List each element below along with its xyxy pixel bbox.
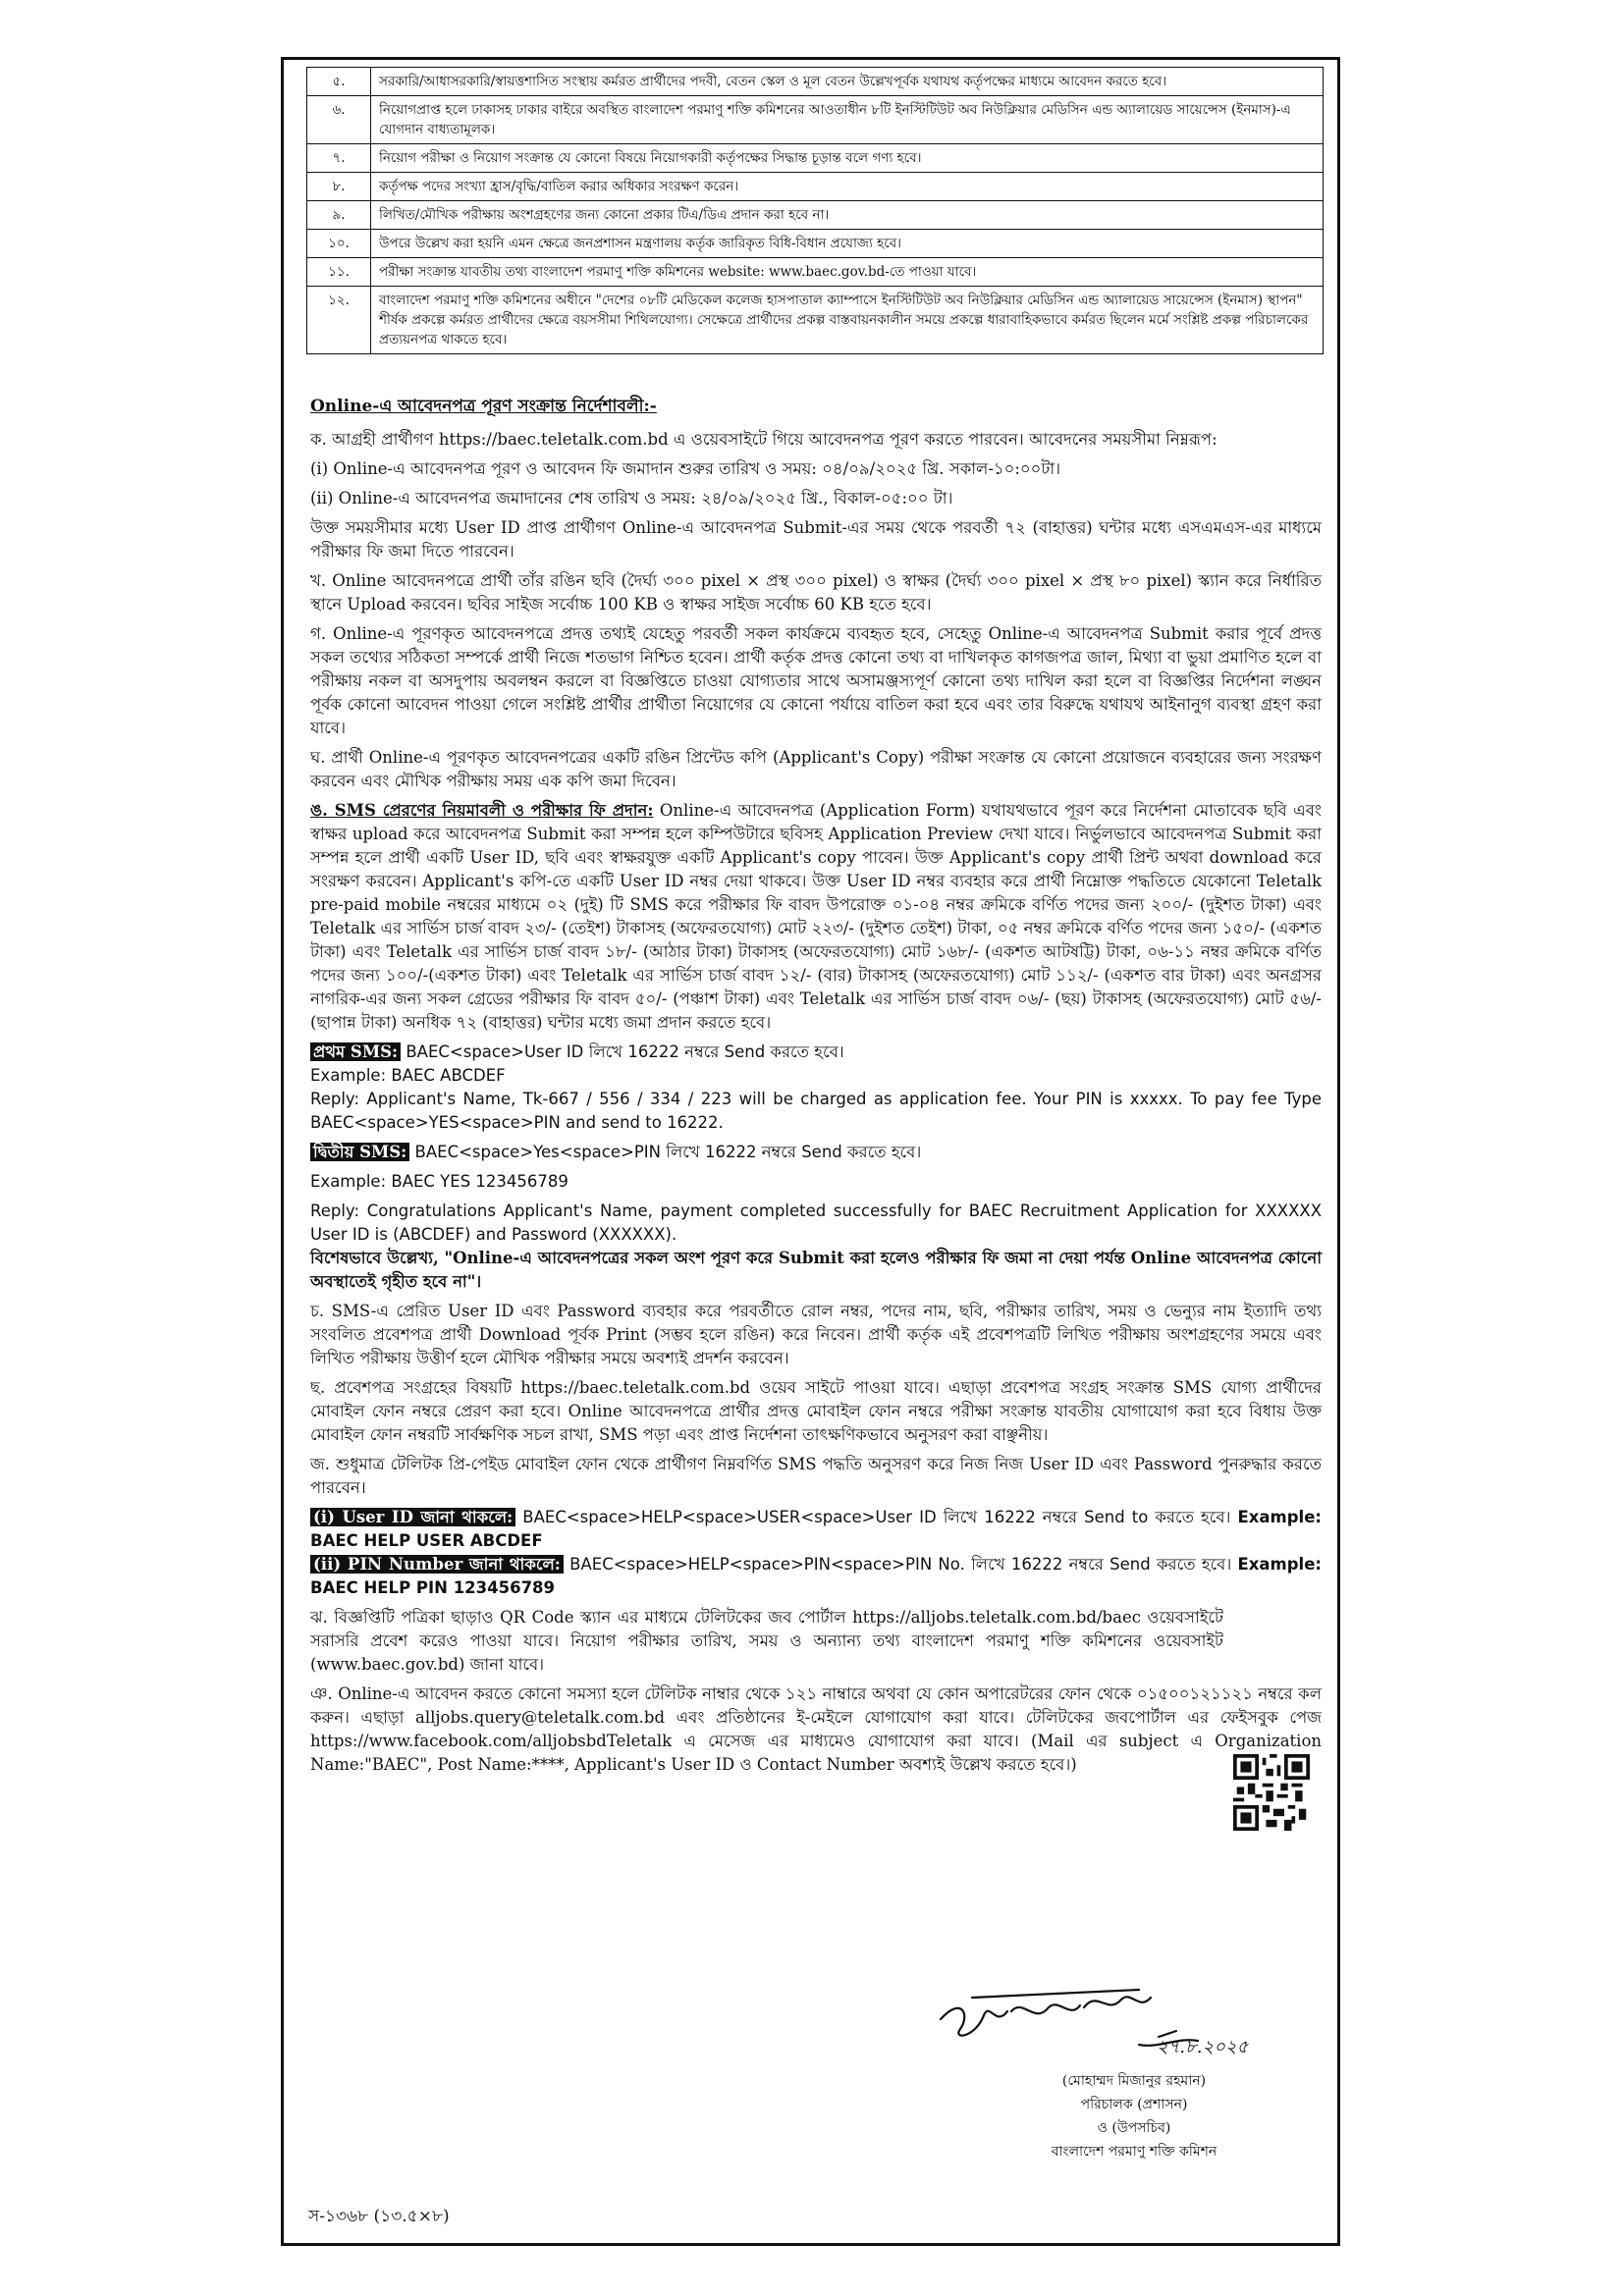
rule-number: ৫. <box>307 68 371 96</box>
signature-block <box>933 1968 1306 2223</box>
userid-label: (i) User ID জানা থাকলে: <box>310 1508 515 1526</box>
qr-code-icon[interactable] <box>1233 1754 1310 1831</box>
table-row <box>307 173 1324 201</box>
instruction-ka-start-date: (i) Online-এ আবেদনপত্র পূরণ ও আবেদন ফি জমাদান শুরুর তারিখ ও সময়: ০৪/০৯/২০২৫ খ্রি. সকাল-১০:০০টা। <box>310 459 1061 478</box>
signatory-organization: বাংলাদেশ পরমাণু শক্তি কমিশন <box>1051 2144 1217 2160</box>
signatory-designation: পরিচালক (প্রশাসন) <box>1080 2097 1188 2112</box>
pin-recovery <box>310 1553 1322 1600</box>
signatory-designation-secondary: ও (উপসচিব) <box>1097 2120 1171 2136</box>
rule-text: বাংলাদেশ পরমাণু শক্তি কমিশনের অধীনে "দেশের ০৮টি মেডিকেল কলেজ হাসপাতাল ক্যাম্পাসে ইনস্টিটিউট অব নিউক্লিয়ার মেডিসিন এন্ড অ্যালায়েড সায়েন্সেস (ইনমাস) স্থাপন" শীর্ষক প্রকল্পে কর্মরত প্রার্থীদের ক্ষেত্রে বয়সসীমা শিথিলযোগ্য। সেক্ষেত্রে প্রার্থীদের প্রকল্প বাস্তবায়নকালীন সময়ে প্রকল্পে ধারাবাহিকভাবে কর্মরত ছিলেন মর্মে সংশ্লিষ্ট প্রকল্প পরিচালকের প্রত্যয়নপত্র থাকতে হবে। <box>371 287 1324 354</box>
rule-number: ৭. <box>307 144 371 173</box>
table-row <box>307 68 1324 96</box>
first-sms-example: Example: BAEC ABCDEF <box>310 1066 506 1085</box>
instruction-ja: জ. শুধুমাত্র টেলিটক প্রি-পেইড মোবাইল ফোন থেকে প্রার্থীগণ নিম্নবর্ণিত SMS পদ্ধতি অনুসরণ করে নিজ নিজ User ID এবং Password পুনরুদ্ধার করতে পারবেন। <box>310 1455 1322 1497</box>
signatory-name: (মোহাম্মদ মিজানুর রহমান) <box>1061 2073 1207 2089</box>
document-code: স-১৩৬৮ (১৩.৫×৮) <box>308 2207 450 2226</box>
instruction-cha: চ. SMS-এ প্রেরিত User ID এবং Password ব্যবহার করে পরবর্তীতে রোল নম্বর, পদের নাম, ছবি, পরীক্ষার তারিখ, সময় ও ভেন্যুর নাম ইত্যাদি তথ্য সংবলিত প্রবেশপত্র প্রার্থী Download পূর্বক Print (সম্ভব হলে রঙিন) করে নিবেন। প্রার্থী কর্তৃক এই প্রবেশপত্রটি লিখিত পরীক্ষায় অংশগ্রহণের সময়ে এবং লিখিত পরীক্ষায় উত্তীর্ণ হলে মৌখিক পরীক্ষার সময়ে অবশ্যই প্রদর্শন করবেন। <box>310 1302 1322 1367</box>
instruction-ka-note: উক্ত সময়সীমার মধ্যে User ID প্রাপ্ত প্রার্থীগণ Online-এ আবেদনপত্র Submit-এর সময় থেকে পরবর্তী ৭২ (বাহাত্তর) ঘন্টার মধ্যে এসএমএস-এর মাধ্যমে পরীক্ষার ফি জমা দিতে পারবেন। <box>310 518 1322 561</box>
pin-example: Example: BAEC HELP PIN 123456789 <box>310 1555 1322 1597</box>
table-row <box>307 287 1324 354</box>
instruction-kha: খ. Online আবেদনপত্রে প্রার্থী তাঁর রঙিন ছবি (দৈর্ঘ্য ৩০০ pixel × প্রস্থ ৩০০ pixel) ও স্বাক্ষর (দৈর্ঘ্য ৩০০ pixel × প্রস্থ ৮০ pixel) স্ক্যান করে নির্ধারিত স্থানে Upload করবেন। ছবির সাইজ সর্বোচ্চ 100 KB ও স্বাক্ষর সাইজ সর্বোচ্চ 60 KB হতে হবে। <box>310 571 1322 614</box>
signatory <box>992 2069 1276 2163</box>
rule-number: ১১. <box>307 258 371 287</box>
instruction-chha: ছ. প্রবেশপত্র সংগ্রহের বিষয়টি https://baec.teletalk.com.bd ওয়েব সাইটে পাওয়া যাবে। এছাড়া প্রবেশপত্র সংগ্রহ সংক্রান্ত SMS যোগ্য প্রার্থীদের মোবাইল ফোন নম্বরে প্রেরণ করা হবে। Online আবেদনপত্রে প্রার্থীর প্রদত্ত মোবাইল ফোন নম্বরে পরীক্ষা সংক্রান্ত যাবতীয় যোগাযোগ করা হবে বিধায় উক্ত মোবাইল ফোন নম্বরটি সার্বক্ষণিক সচল রাখা, SMS পড়া এবং প্রাপ্ত নির্দেশনা তাৎক্ষণিকভাবে অনুসরণ করা বাঞ্ছনীয়। <box>310 1378 1322 1444</box>
rule-text: নিয়োগপ্রাপ্ত হলে ঢাকাসহ ঢাকার বাইরে অবস্থিত বাংলাদেশ পরমাণু শক্তি কমিশনের আওতাধীন ৮টি ইনস্টিটিউট অব নিউক্লিয়ার মেডিসিন এন্ড অ্যালায়েড সায়েন্সেস (ইনমাস)-এ যোগদান বাধ্যতামূলক। <box>371 96 1324 144</box>
second-sms-format: BAEC<space>Yes<space>PIN লিখে 16222 নম্বরে Send করতে হবে। <box>414 1143 922 1161</box>
handwritten-signature <box>933 1968 1267 2076</box>
table-row <box>307 96 1324 144</box>
special-note: বিশেষভাবে উল্লেখ্য, "Online-এ আবেদনপত্রের সকল অংশ পূরণ করে Submit করা হলেও পরীক্ষার ফি জমা না দেয়া পর্যন্ত Online আবেদনপত্র কোনো অবস্থাতেই গৃহীত হবে না"। <box>310 1249 1322 1291</box>
userid-recovery <box>310 1506 1322 1553</box>
pin-format: BAEC<space>HELP<space>PIN<space>PIN No. লিখে 16222 নম্বরে Send করতে হবে। <box>569 1555 1232 1574</box>
rules-table <box>306 67 1324 354</box>
instruction-jha: ঝ. বিজ্ঞপ্তিটি পত্রিকা ছাড়াও QR Code স্ক্যান এর মাধ্যমে টেলিটকের জব পোর্টাল https://alljobs.teletalk.com.bd/baec ওয়েবসাইটে সরাসরি প্রবেশ করেও পাওয়া যাবে। নিয়োগ পরীক্ষার তারিখ, সময় ও অন্যান্য তথ্য বাংলাদেশ পরমাণু শক্তি কমিশনের ওয়েবসাইট (www.baec.gov.bd) জানা যাবে। <box>310 1608 1223 1674</box>
rule-number: ৮. <box>307 173 371 201</box>
rule-number: ৬. <box>307 96 371 144</box>
instructions-heading: Online-এ আবেদনপত্র পূরণ সংক্রান্ত নির্দেশাবলী:- <box>310 397 657 416</box>
signature-date: ২৭.৮.২০২৫ <box>1157 2037 1249 2057</box>
rule-text: নিয়োগ পরীক্ষা ও নিয়োগ সংক্রান্ত যে কোনো বিষয়ে নিয়োগকারী কর্তৃপক্ষের সিদ্ধান্ত চূড়ান্ত বলে গণ্য হবে। <box>371 144 1324 173</box>
table-row <box>307 144 1324 173</box>
userid-format: BAEC<space>HELP<space>USER<space>User ID লিখে 16222 নম্বরে Send to করতে হবে। <box>522 1508 1231 1526</box>
rule-number: ১২. <box>307 287 371 354</box>
instruction-nya: ঞ. Online-এ আবেদন করতে কোনো সমস্যা হলে টেলিটক নাম্বার থেকে ১২১ নাম্বারে অথবা যে কোন অপারেটরের ফোন থেকে ০১৫০০১২১১২১ নম্বরে কল করুন। এছাড়া alljobs.query@teletalk.com.bd এবং প্রতিষ্ঠানের ই-মেইলে যোগাযোগ করা যাবে। টেলিটকের জবপোর্টাল এর ফেইসবুক পেজ https://www.facebook.com/alljobsbdTeletalk এ মেসেজ এর মাধ্যমেও যোগাযোগ করা যাবে। (Mail এর subject এ Organization Name:"BAEC", Post Name:****, Applicant's User ID ও Contact Number অবশ্যই উল্লেখ করতে হবে।) <box>310 1684 1322 1774</box>
first-sms-format: BAEC<space>User ID লিখে 16222 নম্বরে Send করতে হবে। <box>406 1042 844 1061</box>
rule-number: ৯. <box>307 201 371 230</box>
instruction-ka-end-date: (ii) Online-এ আবেদনপত্র জমাদানের শেষ তারিখ ও সময়: ২৪/০৯/২০২৫ খ্রি., বিকাল-০৫:০০ টা। <box>310 489 953 507</box>
first-sms <box>310 1041 1322 1064</box>
userid-example: Example: BAEC HELP USER ABCDEF <box>310 1508 1322 1550</box>
online-instructions <box>310 395 1322 1783</box>
second-sms <box>310 1141 1322 1164</box>
instruction-gha: ঘ. প্রার্থী Online-এ পূরণকৃত আবেদনপত্রের একটি রঙিন প্রিন্টেড কপি (Applicant's Copy) পরীক্ষা সংক্রান্ত যে কোনো প্রয়োজনে ব্যবহারের জন্য সংরক্ষণ করবেন এবং মৌখিক পরীক্ষায় সময় এক কপি জমা দিবেন। <box>310 748 1322 790</box>
sms-rules-title: ঙ. SMS প্রেরণের নিয়মাবলী ও পরীক্ষার ফি প্রদান: <box>310 801 654 820</box>
table-row <box>307 201 1324 230</box>
first-sms-reply: Reply: Applicant's Name, Tk-667 / 556 / 334 / 223 will be charged as application fee. Your PIN is xxxxx. To pay fee Type BAEC<space>YES<space>PIN and send to 16222. <box>310 1090 1322 1132</box>
sms-rules-text: Online-এ আবেদনপত্র (Application Form) যথাযথভাবে পূরণ করে নির্দেশনা মোতাবেক ছবি এবং স্বাক্ষর upload করে আবেদনপত্র Submit করা সম্পন্ন হলে কম্পিউটারে ছবিসহ Application Preview দেখা যাবে। নির্ভুলভাবে আবেদনপত্র Submit করা সম্পন্ন হলে প্রার্থী একটি User ID, ছবি এবং স্বাক্ষরযুক্ত একটি Applicant's copy পাবেন। উক্ত Applicant's copy প্রার্থী প্রিন্ট অথবা download করে সংরক্ষণ করবেন। Applicant's কপি-তে একটি User ID নম্বর দেয়া থাকবে। উক্ত User ID নম্বর ব্যবহার করে প্রার্থী নিম্নোক্ত পদ্ধতিতে যেকোনো Teletalk pre-paid mobile নম্বরের মাধ্যমে ০২ (দুই) টি SMS করে পরীক্ষার ফি বাবদ উপরোক্ত ০১-০৪ নম্বর ক্রমিকে বর্ণিত পদের জন্য ২০০/- (দুইশত টাকা) এবং Teletalk এর সার্ভিস চার্জ বাবদ ২৩/- (তেইশ) টাকাসহ (অফেরতযোগ্য) মোট ২২৩/- (দুইশত তেইশ) টাকা, ০৫ নম্বর ক্রমিকে বর্ণিত পদের জন্য ১৫০/- (একশত টাকা) এবং Teletalk এর সার্ভিস চার্জ বাবদ ১৮/- (আঠার টাকা) টাকাসহ (অফেরতযোগ্য) মোট ১৬৮/- (একশত আটষট্টি) টাকা, ০৬-১১ নম্বর ক্রমিকে বর্ণিত পদের জন্য ১০০/-(একশত টাকা) এবং Teletalk এর সার্ভিস চার্জ বাবদ ১২/- (বার) টাকাসহ (অফেরতযোগ্য) মোট ১১২/- (একশত বার টাকা) এবং অনগ্রসর নাগরিক-এর জন্য সকল গ্রেডের পরীক্ষার ফি বাবদ ৫০/- (পঞ্চাশ টাকা) এবং Teletalk এর সার্ভিস চার্জ বাবদ ০৬/- (ছয়) টাকাসহ (অফেরতযোগ্য) মোট ৫৬/-(ছাপান্ন টাকা) অনধিক ৭২ (বাহাত্তর) ঘন্টার মধ্যে জমা প্রদান করতে হবে। <box>310 801 1322 1032</box>
rule-text: উপরে উল্লেখ করা হয়নি এমন ক্ষেত্রে জনপ্রশাসন মন্ত্রণালয় কর্তৃক জারিকৃত বিধি-বিধান প্রযোজ্য হবে। <box>371 230 1324 258</box>
first-sms-label: প্রথম SMS: <box>310 1042 401 1061</box>
instruction-ga: গ. Online-এ পূরণকৃত আবেদনপত্রে প্রদত্ত তথ্যই যেহেতু পরবর্তী সকল কার্যক্রমে ব্যবহৃত হবে, সেহেতু Online-এ আবেদনপত্র Submit করার পূর্বে প্রদত্ত সকল তথ্যের সঠিকতা সম্পর্কে প্রার্থী নিজে শতভাগ নিশ্চিত হবেন। প্রার্থী কর্তৃক প্রদত্ত কোনো তথ্য বা দাখিলকৃত কাগজপত্র জাল, মিথ্যা বা ভুয়া প্রমাণিত হলে বা পরীক্ষায় নকল বা অসদুপায় অবলম্বন করলে বা বিজ্ঞপ্তিতে চাওয়া যোগ্যতার সাথে অসামঞ্জস্যপূর্ণ কোনো তথ্য দাখিল করা হলে বা বিজ্ঞপ্তির নির্দেশনা লঙ্ঘন পূর্বক কোনো আবেদন পাওয়া গেলে সংশ্লিষ্ট প্রার্থীর প্রার্থীতা নিয়োগের যে কোনো পর্যায়ে বাতিল করা হবে এবং তার বিরুদ্ধে যথাযথ আইনানুগ ব্যবস্থা গ্রহণ করা যাবে। <box>310 624 1322 737</box>
second-sms-reply: Reply: Congratulations Applicant's Name, payment completed successfully for BAEC Recruitment Application for XXXXXX User ID is (ABCDEF) and Password (XXXXXX). <box>310 1201 1322 1244</box>
table-row <box>307 258 1324 287</box>
rule-text: লিখিত/মৌখিক পরীক্ষায় অংশগ্রহণের জন্য কোনো প্রকার টিএ/ডিএ প্রদান করা হবে না। <box>371 201 1324 230</box>
rule-text: পরীক্ষা সংক্রান্ত যাবতীয় তথ্য বাংলাদেশ পরমাণু শক্তি কমিশনের website: www.baec.gov.bd-তে পাওয়া যাবে। <box>371 258 1324 287</box>
second-sms-label: দ্বিতীয় SMS: <box>310 1143 409 1161</box>
rule-text: কর্তৃপক্ষ পদের সংখ্যা হ্রাস/বৃদ্ধি/বাতিল করার অধিকার সংরক্ষণ করেন। <box>371 173 1324 201</box>
pin-label: (ii) PIN Number জানা থাকলে: <box>310 1555 564 1574</box>
rule-text: সরকারি/আধাসরকারি/স্বায়ত্তশাসিত সংস্থায় কর্মরত প্রার্থীদের পদবী, বেতন স্কেল ও মূল বেতন উল্লেখপূর্বক যথাযথ কর্তৃপক্ষের মাধ্যমে আবেদন করতে হবে। <box>371 68 1324 96</box>
second-sms-example: Example: BAEC YES 123456789 <box>310 1172 568 1191</box>
instruction-ka: ক. আগ্রহী প্রার্থীগণ https://baec.teletalk.com.bd এ ওয়েবসাইটে গিয়ে আবেদনপত্র পূরণ করতে পারবেন। আবেদনের সময়সীমা নিম্নরূপ: <box>310 430 1217 449</box>
instruction-umo <box>310 799 1322 1035</box>
table-row <box>307 230 1324 258</box>
rule-number: ১০. <box>307 230 371 258</box>
